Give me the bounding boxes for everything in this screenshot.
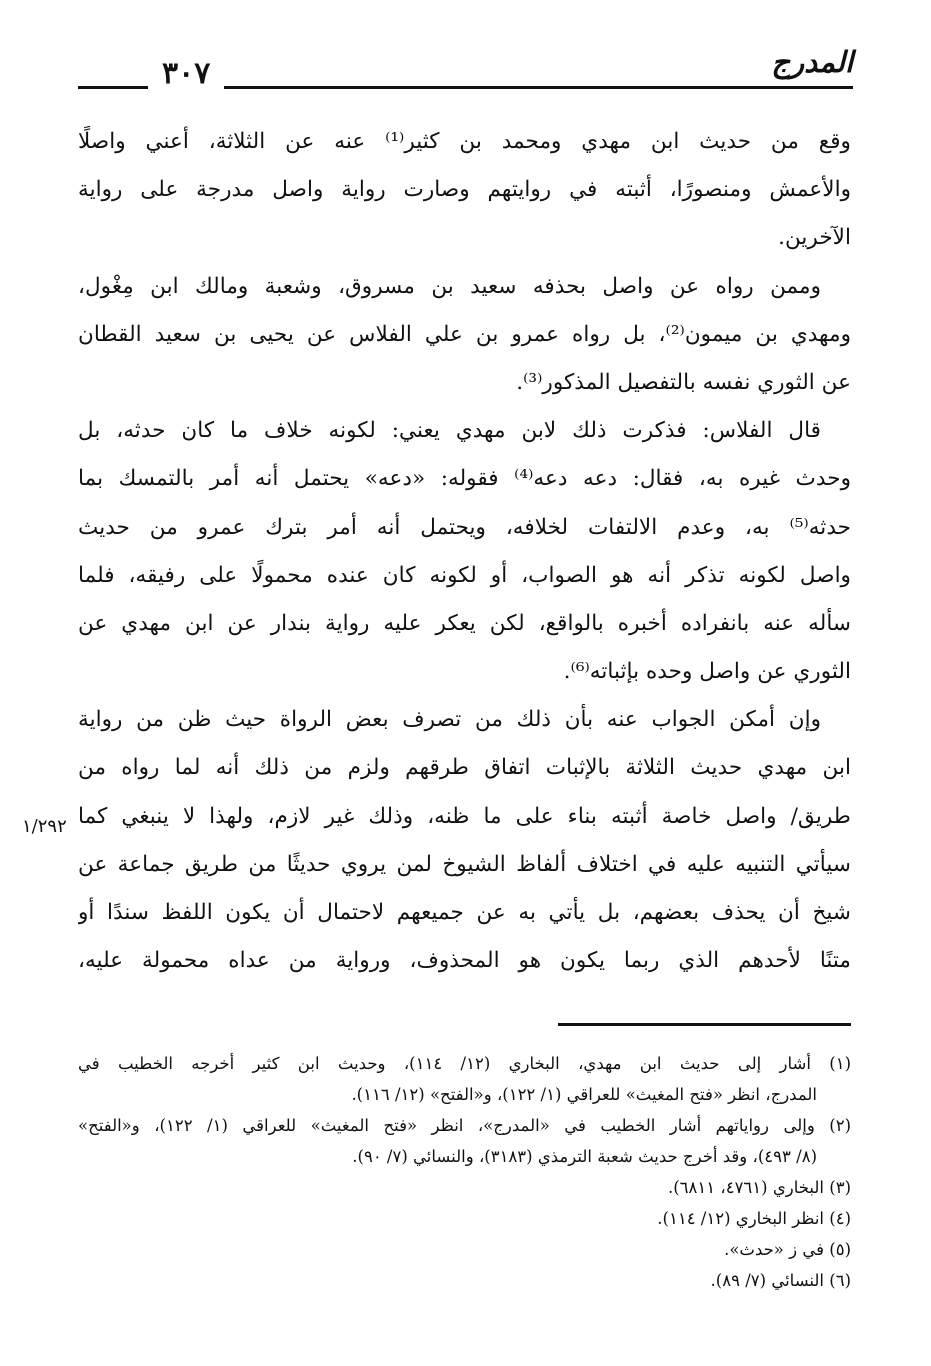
text-line: الآخرين.: [778, 225, 851, 251]
footnote-line: (٤) انظر البخاري (١٢/ ١١٤).: [657, 1209, 851, 1228]
footnote-line: (٥) في ز «حدث».: [724, 1240, 851, 1259]
text-line: طريق/ واصل خاصة أثبته بناء على ما ظنه، وذلك غير لازم، ولهذا لا ينبغي كما: [78, 803, 851, 829]
text-line: عن الثوري نفسه بالتفصيل المذكور⁽³⁾.: [516, 369, 851, 395]
text-line: وممن رواه عن واصل بحذفه سعيد بن مسروق، وشعبة ومالك ابن مِغْول،: [78, 273, 821, 299]
footnotes: [78, 1048, 851, 1296]
footnote-line: (١) أشار إلى حديث ابن مهدي، البخاري (١٢/ ١١٤)، وحديث ابن كثير أخرجه الخطيب في: [78, 1054, 851, 1073]
text-line: والأعمش ومنصورًا، أثبته في روايتهم وصارت رواية واصل مدرجة على رواية: [78, 177, 851, 203]
text-line: شيخ أن يحذف بعضهم، بل يأتي به عن جميعهم لاحتمال أن يكون اللفظ سندًا أو: [78, 900, 851, 925]
footnote-separator: [558, 1023, 851, 1026]
footnote-line: (٨/ ٤٩٣)، وقد أخرج حديث شعبة الترمذي (٣١٨٣)، والنسائي (٧/ ٩٠).: [352, 1147, 817, 1166]
body-text: [78, 118, 851, 985]
footnote-line: (٦) النسائي (٧/ ٨٩).: [710, 1271, 851, 1290]
text-line: وقع من حديث ابن مهدي ومحمد بن كثير⁽¹⁾ عنه عن الثلاثة، أعني واصلًا: [78, 129, 851, 154]
text-line: قال الفلاس: فذكرت ذلك لابن مهدي يعني: لكونه خلاف ما كان حدثه، بل: [78, 418, 821, 444]
text-line: سأله عنه بانفراده أخبره بالواقع، لكن يعكر عليه رواية بندار عن ابن مهدي عن: [78, 610, 851, 636]
page-number: ٣٠٧: [148, 56, 224, 92]
footnote-line: (٣) البخاري (٤٧٦١، ٦٨١١).: [667, 1178, 851, 1197]
text-line: وحدث غيره به، فقال: دعه دعه⁽⁴⁾ فقوله: «دعه» يحتمل أنه أمر بالتمسك بما: [78, 466, 851, 492]
margin-reference: ١/٢٩٢: [22, 816, 67, 837]
running-title: المدرج: [761, 44, 853, 80]
text-line: سيأتي التنبيه عليه في اختلاف ألفاظ الشيوخ لمن يروي حديثًا من طريق جماعة عن: [78, 851, 851, 877]
text-line: الثوري عن واصل وحده بإثباته⁽⁶⁾.: [563, 659, 851, 685]
text-line: ومهدي بن ميمون⁽²⁾، بل رواه عمرو بن علي الفلاس عن يحيى بن سعيد القطان: [78, 321, 851, 347]
text-line: واصل لكونه تذكر أنه هو الصواب، أو لكونه كان عنده محمولًا على رفيقه، فلما: [78, 562, 851, 588]
text-line: ابن مهدي حديث الثلاثة بالإثبات اتفاق طرقهم ولزم من ذلك أنه لما رواه من: [78, 755, 851, 781]
page-header: [78, 44, 853, 94]
text-line: حدثه⁽⁵⁾ به، وعدم الالتفات لخلافه، ويحتمل أنه أمر بترك عمرو من حديث: [78, 514, 851, 540]
text-line: متنًا لأحدهم الذي ربما يكون هو المحذوف، ورواية من عداه محمولة عليه،: [78, 948, 851, 974]
text-line: وإن أمكن الجواب عنه بأن ذلك من تصرف بعض الرواة حيث ظن من رواية: [78, 707, 821, 733]
footnote-line: المدرج، انظر «فتح المغيث» للعراقي (١/ ١٢٢)، و«الفتح» (١٢/ ١١٦).: [351, 1085, 817, 1104]
footnote-line: (٢) وإلى رواياتهم أشار الخطيب في «المدرج»، انظر «فتح المغيث» للعراقي (١/ ١٢٢)، و«الفتح»: [78, 1116, 851, 1135]
